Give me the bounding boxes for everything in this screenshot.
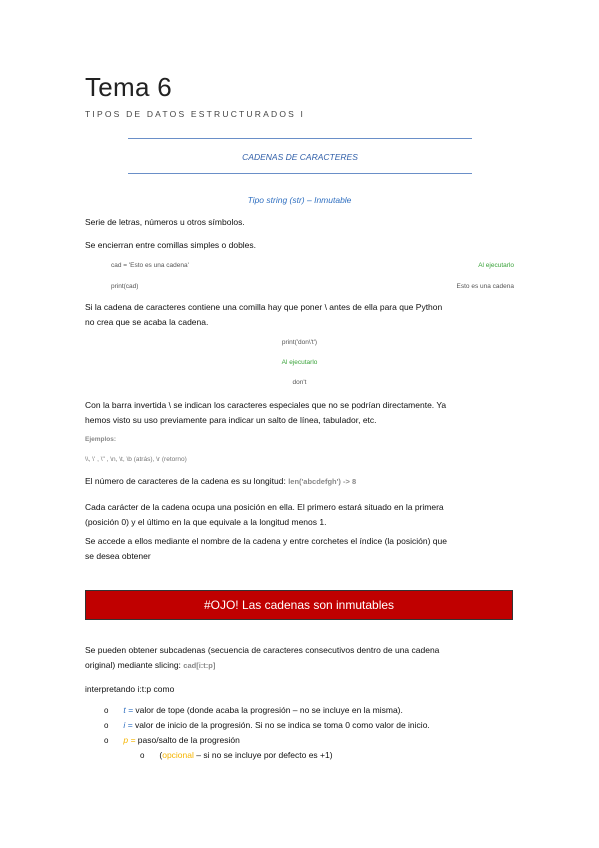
code-line: print('don\'t') bbox=[281, 339, 318, 346]
length-code: len('abcdefgh') -> 8 bbox=[288, 477, 357, 486]
run-label: Al ejecutarlo bbox=[478, 262, 514, 269]
examples-label: Ejemplos: bbox=[85, 436, 117, 443]
bullet-marker: o bbox=[104, 736, 109, 745]
paragraph-5 bbox=[85, 474, 513, 489]
paragraph-7-line-1: Se accede a ellos mediante el nombre de la cadena y entre corchetes el índice (la posición) que bbox=[85, 536, 447, 546]
run-label: Al ejecutarlo bbox=[281, 359, 318, 366]
variable-label: p = bbox=[123, 735, 136, 745]
paragraph-6 bbox=[85, 500, 513, 530]
variable-label: t = bbox=[123, 705, 134, 715]
sub-item-text: – si no se incluye por defecto es +1) bbox=[193, 750, 333, 760]
section-rule-bottom bbox=[128, 173, 472, 174]
paragraph-8-line-2-text: original) mediante slicing: bbox=[85, 660, 184, 670]
examples-list: \\, \' , \" , \n, \t, \b (atrás), \r (retorno) bbox=[85, 456, 187, 463]
paragraph-4 bbox=[85, 398, 513, 428]
optional-label: opcional bbox=[162, 750, 194, 760]
section-heading: CADENAS DE CARACTERES bbox=[242, 152, 358, 162]
paragraph-4-line-2: hemos visto su uso previamente para indicar un salto de línea, tabulador, etc. bbox=[85, 415, 377, 425]
list-item bbox=[104, 720, 430, 730]
code-line: cad = 'Esto es una cadena' bbox=[111, 262, 189, 269]
paragraph-8-line-2 bbox=[85, 658, 513, 673]
variable-label: i = bbox=[123, 720, 133, 730]
bullet-marker: o bbox=[104, 706, 109, 715]
bullet-marker: o bbox=[104, 721, 109, 730]
list-item-text: valor de tope (donde acaba la progresión – no se incluye en la misma). bbox=[133, 705, 403, 715]
paragraph-3 bbox=[85, 300, 513, 330]
code-output: Esto es una cadena bbox=[456, 283, 514, 290]
paragraph-9: interpretando i:t:p como bbox=[85, 684, 175, 694]
bullet-marker: o bbox=[140, 751, 145, 760]
page-title: Tema 6 bbox=[85, 72, 173, 102]
page-subtitle: TIPOS DE DATOS ESTRUCTURADOS I bbox=[85, 109, 306, 119]
paragraph-8 bbox=[85, 643, 513, 673]
paragraph-7-line-2: se desea obtener bbox=[85, 551, 151, 561]
type-line: Tipo string (str) – Inmutable bbox=[247, 195, 352, 205]
code-output: don't bbox=[292, 379, 307, 386]
paragraph-4-line-1: Con la barra invertida \ se indican los caracteres especiales que no se podrían directamente. Ya bbox=[85, 400, 447, 410]
paragraph-3-line-1: Si la cadena de caracteres contiene una comilla hay que poner \ antes de ella para que Python bbox=[85, 302, 443, 312]
paragraph-1: Serie de letras, números u otros símbolos. bbox=[85, 217, 245, 227]
paragraph-3-line-2: no crea que se acaba la cadena. bbox=[85, 317, 209, 327]
section-rule-top bbox=[128, 138, 472, 139]
list-item bbox=[104, 705, 403, 715]
paragraph-6-line-2: (posición 0) y el último en la que equivale a la longitud menos 1. bbox=[85, 517, 327, 527]
paragraph-7 bbox=[85, 534, 513, 564]
paragraph-6-line-1: Cada carácter de la cadena ocupa una posición en ella. El primero estará situado en la primera bbox=[85, 502, 444, 512]
paragraph-5-text: El número de caracteres de la cadena es su longitud: bbox=[85, 476, 289, 486]
slicing-code: cad[i:t:p] bbox=[183, 661, 216, 670]
sub-list-item bbox=[140, 750, 333, 760]
paragraph-8-line-1: Se pueden obtener subcadenas (secuencia de caracteres consecutivos dentro de una cadena bbox=[85, 645, 440, 655]
list-item bbox=[104, 735, 240, 745]
list-item-text: paso/salto de la progresión bbox=[135, 735, 240, 745]
paragraph-2: Se encierran entre comillas simples o dobles. bbox=[85, 240, 257, 250]
warning-banner: #OJO! Las cadenas son inmutables bbox=[85, 590, 513, 620]
code-line: print(cad) bbox=[111, 283, 139, 290]
list-item-text: valor de inicio de la progresión. Si no se indica se toma 0 como valor de inicio. bbox=[132, 720, 430, 730]
sub-item-open-paren: ( bbox=[159, 750, 163, 760]
